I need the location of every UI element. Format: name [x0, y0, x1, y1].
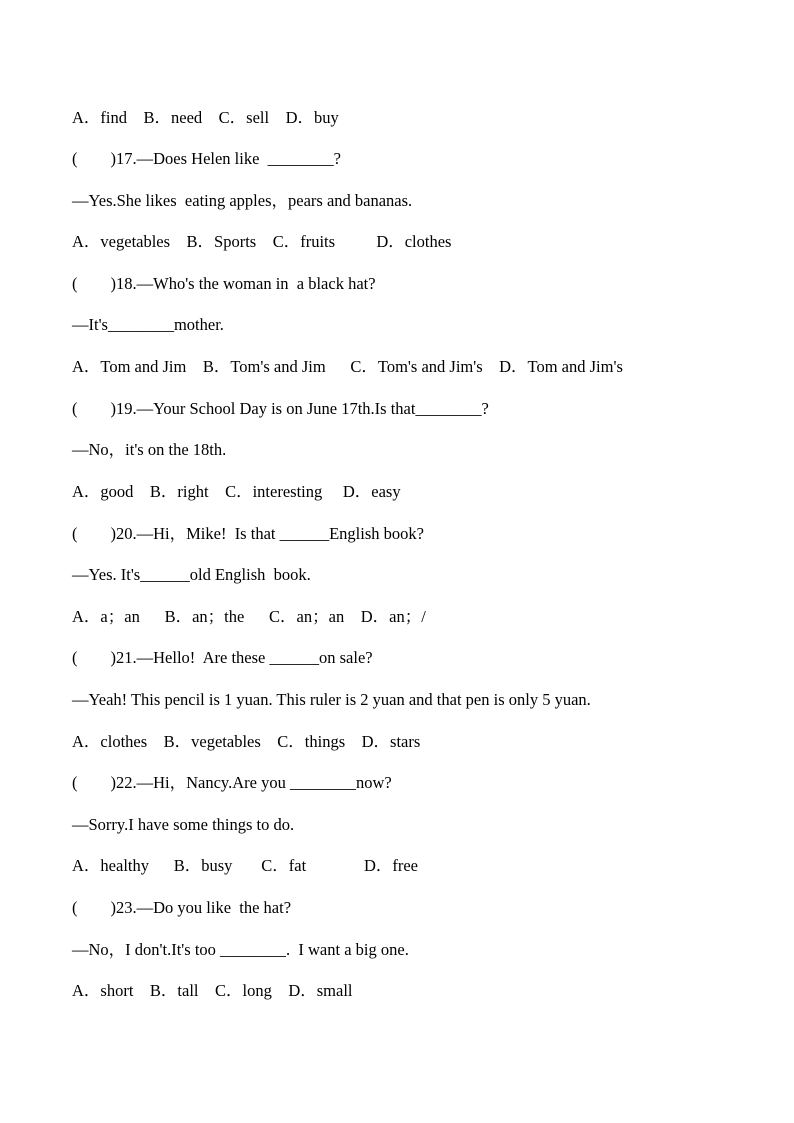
q19-options: A．good B．right C．interesting D．easy: [72, 482, 401, 501]
q23-question: ( )23.—Do you like the hat?: [72, 898, 292, 917]
q16-options: A．find B．need C．sell D．buy: [72, 108, 339, 127]
q18-question: ( )18.—Who's the woman in a black hat?: [72, 274, 376, 293]
q17-options: A．vegetables B．Sports C．fruits D．clothes: [72, 232, 452, 251]
q23-options: A．short B．tall C．long D．small: [72, 981, 353, 1000]
q19-question: ( )19.—Your School Day is on June 17th.Is that________?: [72, 399, 489, 418]
q20-question: ( )20.—Hi，Mike! Is that ______English book?: [72, 524, 424, 543]
q21-question: ( )21.—Hello! Are these ______on sale?: [72, 648, 373, 667]
q19-answer-text: —No，it's on the 18th.: [72, 440, 227, 459]
q18-answer-text: —It's________mother.: [72, 315, 224, 334]
q17-answer-text: —Yes.She likes eating apples，pears and bananas.: [72, 191, 413, 210]
q22-options: A．healthy B．busy C．fat D．free: [72, 856, 418, 875]
q21-answer-text: —Yeah! This pencil is 1 yuan. This ruler is 2 yuan and that pen is only 5 yuan.: [72, 690, 591, 709]
q23-answer-text: —No，I don't.It's too ________. I want a big one.: [72, 940, 409, 959]
q20-answer-text: —Yes. It's______old English book.: [72, 565, 311, 584]
q20-options: A．a；an B．an；the C．an；an D．an；/: [72, 607, 426, 626]
q21-options: A．clothes B．vegetables C．things D．stars: [72, 732, 421, 751]
q17-question: ( )17.—Does Helen like ________?: [72, 149, 341, 168]
q18-options: A．Tom and Jim B．Tom's and Jim C．Tom's and Jim's D．Tom and Jim's: [72, 357, 623, 376]
q22-question: ( )22.—Hi，Nancy.Are you ________now?: [72, 773, 392, 792]
q22-answer-text: —Sorry.I have some things to do.: [72, 815, 295, 834]
